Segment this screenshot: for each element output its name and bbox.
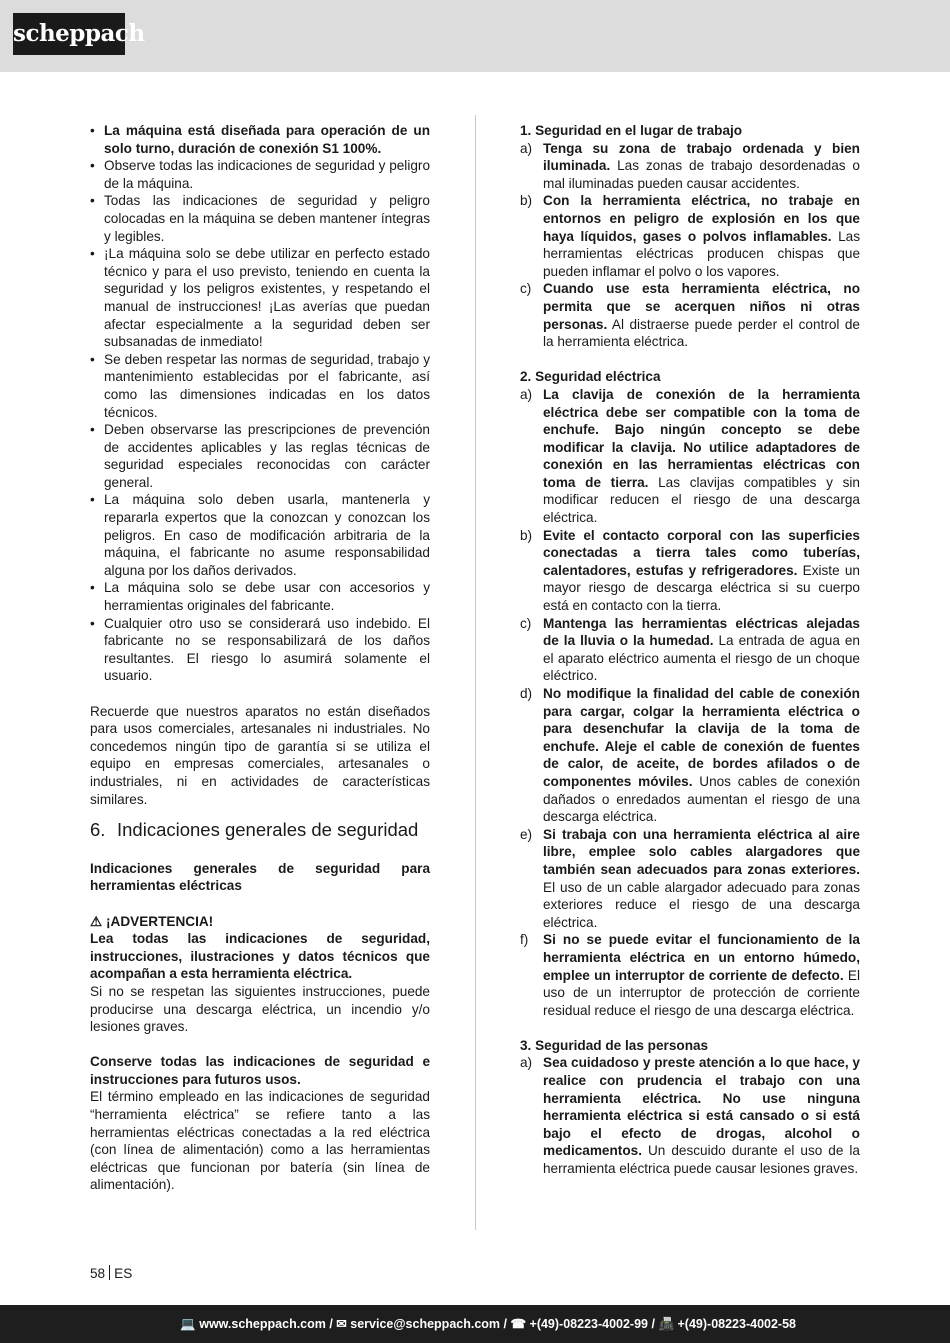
s1-heading: 1. Seguridad en el lugar de trabajo	[520, 123, 743, 138]
mail-icon: ✉	[336, 1317, 347, 1331]
left-column	[90, 122, 430, 1194]
page-footer: 💻 www.scheppach.com / ✉ service@scheppach.com / ☎ +(49)-08223-4002-99 / 📠 +(49)-08223-4002-58	[0, 1305, 950, 1343]
page-language: ES	[114, 1266, 133, 1281]
page-header	[0, 0, 950, 72]
list-item: e) Si trabaja con una herramienta eléctrica al aire libre, emplee solo cables alargadores que también sean adecuados para zonas exteriores. El uso de un cable alargador adecuado para zonas exteriores reduce el riesgo de una descarga eléctrica.	[520, 826, 860, 930]
page-separator	[109, 1265, 110, 1280]
s2-list	[520, 386, 860, 1019]
list-item: a) Sea cuidadoso y preste atención a lo que hace, y realice con prudencia el trabajo con una herramienta eléctrica. No use ninguna herramienta eléctrica si está cansado o si está bajo el efecto de drogas, alcohol o medicamentos. Un descuido durante el uso de la herramienta eléctrica puede causar lesiones graves.	[520, 1055, 860, 1177]
fax-number: +(49)-08223-4002-58	[677, 1317, 796, 1331]
bullet-item: • Cualquier otro uso se considerará uso indebido. El fabricante no se responsabilizará de los daños resultantes. El riesgo lo asumirá solamente el usuario.	[90, 615, 430, 685]
list-item: c) Cuando use esta herramienta eléctrica, no permita que se acerquen niños ni otras personas. Al distraerse puede perder el control de la herramienta eléctrica.	[520, 281, 860, 350]
item-letter: d)	[520, 686, 533, 701]
keep-instructions-text: El término empleado en las indicaciones de seguridad “herramienta eléctrica” se refiere tanto a las herramientas eléctricas conectadas a la red eléctrica (con línea de alimentación) como a las herramientas eléctricas que funcionan por batería (sin línea de alimentación).	[90, 1089, 430, 1193]
phone-icon: ☎	[510, 1317, 527, 1331]
list-item: c) Mantenga las herramientas eléctricas alejadas de la lluvia o la humedad. La entrada de agua en el aparato eléctrico aumenta el riesgo de un choque eléctrico.	[520, 615, 860, 684]
page-number-value: 58	[90, 1266, 106, 1281]
list-item: a) Tenga su zona de trabajo ordenada y bien iluminada. Las zonas de trabajo desordenadas o mal iluminadas pueden causar accidentes.	[520, 140, 860, 191]
bullet-item: • La máquina solo se debe usar con accesorios y herramientas originales del fabricante.	[90, 579, 430, 614]
s1-list	[520, 140, 860, 351]
section-number: 6.	[90, 819, 106, 841]
email-link[interactable]: service@scheppach.com	[350, 1317, 501, 1331]
computer-icon: 💻	[180, 1317, 196, 1331]
bullet-item: • Todas las indicaciones de seguridad y peligro colocadas en la máquina se deben mantener íntegras y legibles.	[90, 192, 430, 245]
s2-heading: 2. Seguridad eléctrica	[520, 369, 661, 385]
bullet-item: • Observe todas las indicaciones de seguridad y peligro de la máquina.	[90, 157, 430, 192]
fax-icon: 📠	[658, 1317, 675, 1331]
warning-title: ¡ADVERTENCIA!	[105, 913, 214, 929]
warning-heading	[90, 913, 430, 931]
item-letter: a)	[520, 1055, 533, 1071]
bullet-item: • La máquina está diseñada para operación de un solo turno, duración de conexión S1 100%.	[90, 122, 430, 157]
item-letter: b)	[520, 193, 533, 209]
item-letter: e)	[520, 826, 533, 842]
list-item: b) Con la herramienta eléctrica, no trabaje en entornos en peligro de explosión en los que haya líquidos, gases o polvos inflamables. Las herramientas eléctricas producen chispas que pueden inflamar el polvo o los vapores.	[520, 193, 860, 279]
bullet-item: • La máquina solo deben usarla, mantenerla y repararla expertos que la conozcan y conozcan los peligros. En caso de modificación arbitraria de la máquina, el fabricante no asume responsabilidad alguna por los daños derivados.	[90, 491, 430, 579]
item-letter: b)	[520, 527, 533, 543]
page-number	[90, 1265, 132, 1281]
item-letter: a)	[520, 140, 533, 156]
warning-text: Si no se respetan las siguientes instrucciones, puede producirse una descarga eléctrica, un incendio y/o lesiones graves.	[90, 983, 430, 1035]
warning-bold-text: Lea todas las indicaciones de seguridad, instrucciones, ilustraciones y datos técnicos que acompañan a esta herramienta eléctrica.	[90, 931, 430, 982]
item-letter: c)	[520, 615, 532, 631]
section-heading	[90, 818, 430, 842]
s3-list	[520, 1054, 860, 1177]
bullet-item: • ¡La máquina solo se debe utilizar en perfecto estado técnico y para el uso previsto, teniendo en cuenta la seguridad y los peligros existentes, y respetando el manual de instrucciones! ¡Las averías que puedan afectar especialmente a la seguridad deben ser subsanadas de inmediato!	[90, 245, 430, 351]
right-column	[520, 122, 860, 1178]
keep-instructions-heading: Conserve todas las indicaciones de seguridad e instrucciones para futuros usos.	[90, 1054, 430, 1087]
item-letter: f)	[520, 932, 529, 948]
item-letter: c)	[520, 281, 532, 297]
list-item: a) La clavija de conexión de la herramienta eléctrica debe ser compatible con la toma de enchufe. Bajo ningún concepto se debe modificar la clavija. No utilice adaptadores de conexión en las herramientas eléctricas con toma de tierra. Las clavijas compatibles y sin modificar reducen el riesgo de una descarga eléctrica.	[520, 386, 860, 526]
list-item: f) Si no se puede evitar el funcionamiento de la herramienta eléctrica en un entorno húmedo, emplee un interruptor de corriente de defecto. El uso de un interruptor de protección de corriente residual reduce el riesgo de una descarga eléctrica.	[520, 932, 860, 1018]
item-letter: a)	[520, 386, 533, 402]
list-item: b) Evite el contacto corporal con las superficies conectadas a tierra tales como tuberías, calentadores, estufas y refrigeradores. Existe un mayor riesgo de descarga eléctrica si su cuerpo está en contacto con la tierra.	[520, 527, 860, 614]
section-title: Indicaciones generales de seguridad	[117, 819, 419, 841]
brand-logo: scheppach	[13, 13, 125, 55]
subheading: Indicaciones generales de seguridad para herramientas eléctricas	[90, 860, 430, 894]
usage-note: Recuerde que nuestros aparatos no están diseñados para usos comerciales, artesanales ni industriales. No concedemos ningún tipo de garantía si se utiliza el equipo en empresas comerciales, artesanales o industriales, ni en actividades de características similares.	[90, 703, 430, 807]
list-item: d) No modifique la finalidad del cable de conexión para cargar, colgar la herramienta eléctrica o para desenchufar la clavija de la toma de enchufe. Aleje el cable de conexión de fuentes de calor, de aceite, de bordes afilados o de componentes móviles. Unos cables de conexión dañados o enredados aumentan el riesgo de una descarga eléctrica.	[520, 686, 860, 825]
website-link[interactable]: www.scheppach.com	[199, 1317, 326, 1331]
s3-heading: 3. Seguridad de las personas	[520, 1037, 709, 1053]
column-divider	[475, 115, 476, 1230]
phone-number: +(49)-08223-4002-99	[529, 1317, 649, 1331]
warning-icon: ⚠	[90, 913, 103, 929]
bullet-list	[90, 122, 430, 685]
bullet-item: • Se deben respetar las normas de seguridad, trabajo y mantenimiento establecidas por el fabricante, así como las dimensiones indicadas en los datos técnicos.	[90, 351, 430, 421]
bullet-item: • Deben observarse las prescripciones de prevención de accidentes aplicables y las reglas técnicas de seguridad especiales reconocidas con carácter general.	[90, 421, 430, 491]
